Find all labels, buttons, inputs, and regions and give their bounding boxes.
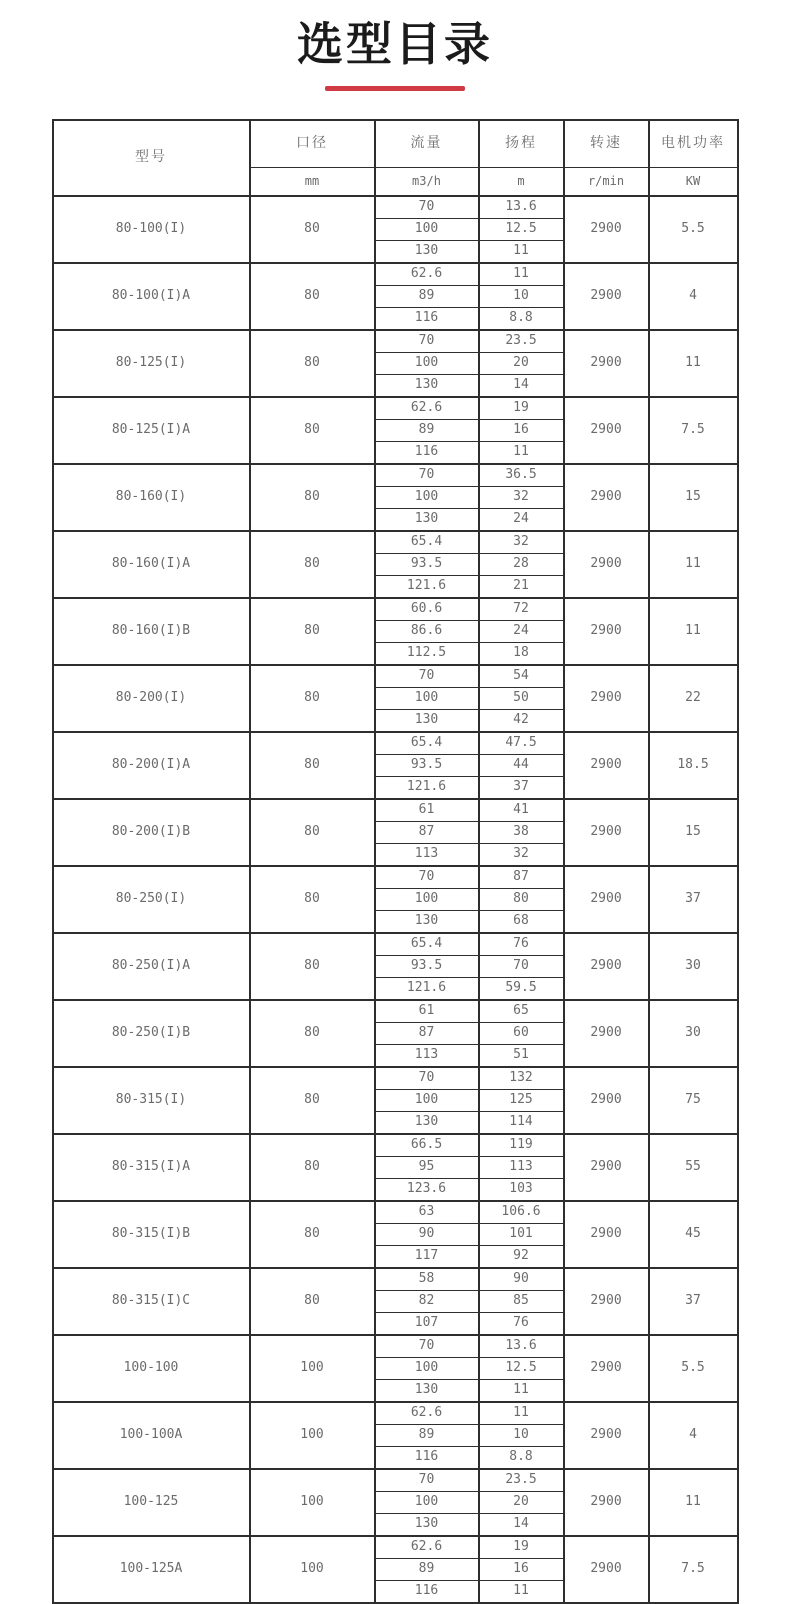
model-block-row xyxy=(53,531,738,554)
head-cell: 92 xyxy=(479,1245,564,1268)
flow-cell: 87 xyxy=(375,1022,479,1044)
head-cell: 10 xyxy=(479,285,564,307)
diameter-cell: 80 xyxy=(250,531,375,598)
diameter-cell: 100 xyxy=(250,1469,375,1536)
model-cell: 100-100 xyxy=(53,1335,250,1402)
diameter-cell: 80 xyxy=(250,397,375,464)
head-cell: 65 xyxy=(479,1000,564,1023)
flow-cell: 116 xyxy=(375,1580,479,1603)
flow-cell: 130 xyxy=(375,910,479,933)
head-cell: 16 xyxy=(479,419,564,441)
power-cell: 11 xyxy=(649,1469,738,1536)
model-block-row xyxy=(53,1536,738,1559)
model-block-row xyxy=(53,1469,738,1492)
model-block-row xyxy=(53,866,738,889)
model-block-row xyxy=(53,1268,738,1291)
power-cell: 37 xyxy=(649,1268,738,1335)
head-cell: 11 xyxy=(479,1379,564,1402)
flow-cell: 93.5 xyxy=(375,955,479,977)
head-cell: 12.5 xyxy=(479,218,564,240)
flow-cell: 116 xyxy=(375,1446,479,1469)
power-cell: 45 xyxy=(649,1201,738,1268)
flow-cell: 113 xyxy=(375,843,479,866)
diameter-cell: 80 xyxy=(250,1067,375,1134)
head-cell: 60 xyxy=(479,1022,564,1044)
model-block-row xyxy=(53,1134,738,1157)
model-cell: 80-250(I)B xyxy=(53,1000,250,1067)
flow-cell: 112.5 xyxy=(375,642,479,665)
model-block-row xyxy=(53,1335,738,1358)
flow-cell: 130 xyxy=(375,240,479,263)
head-cell: 20 xyxy=(479,1491,564,1513)
page-header xyxy=(0,0,790,91)
model-block-row xyxy=(53,397,738,420)
head-cell: 106.6 xyxy=(479,1201,564,1224)
flow-cell: 61 xyxy=(375,1000,479,1023)
flow-cell: 100 xyxy=(375,352,479,374)
head-cell: 87 xyxy=(479,866,564,889)
head-cell: 23.5 xyxy=(479,1469,564,1492)
flow-cell: 95 xyxy=(375,1156,479,1178)
speed-cell: 2900 xyxy=(564,732,649,799)
head-cell: 85 xyxy=(479,1290,564,1312)
flow-cell: 130 xyxy=(375,1111,479,1134)
model-cell: 80-160(I) xyxy=(53,464,250,531)
flow-cell: 116 xyxy=(375,441,479,464)
head-cell: 11 xyxy=(479,1580,564,1603)
header-head: 扬程 xyxy=(479,120,564,168)
model-cell: 80-100(I) xyxy=(53,196,250,263)
model-cell: 80-250(I) xyxy=(53,866,250,933)
power-cell: 55 xyxy=(649,1134,738,1201)
head-cell: 44 xyxy=(479,754,564,776)
power-cell: 30 xyxy=(649,1000,738,1067)
power-cell: 7.5 xyxy=(649,397,738,464)
flow-cell: 100 xyxy=(375,1491,479,1513)
flow-cell: 121.6 xyxy=(375,575,479,598)
speed-cell: 2900 xyxy=(564,330,649,397)
catalog-table-header xyxy=(53,120,738,196)
model-block-row xyxy=(53,196,738,219)
head-cell: 42 xyxy=(479,709,564,732)
header-diameter: 口径 xyxy=(250,120,375,168)
head-cell: 50 xyxy=(479,687,564,709)
head-cell: 47.5 xyxy=(479,732,564,755)
head-cell: 18 xyxy=(479,642,564,665)
header-model: 型号 xyxy=(53,120,250,196)
model-block-row xyxy=(53,1402,738,1425)
model-cell: 100-125 xyxy=(53,1469,250,1536)
flow-cell: 66.5 xyxy=(375,1134,479,1157)
head-cell: 14 xyxy=(479,1513,564,1536)
head-cell: 19 xyxy=(479,1536,564,1559)
head-cell: 125 xyxy=(479,1089,564,1111)
diameter-cell: 100 xyxy=(250,1335,375,1402)
head-cell: 11 xyxy=(479,240,564,263)
head-cell: 72 xyxy=(479,598,564,621)
model-block-row xyxy=(53,933,738,956)
power-cell: 5.5 xyxy=(649,1335,738,1402)
flow-cell: 82 xyxy=(375,1290,479,1312)
flow-cell: 70 xyxy=(375,665,479,688)
head-cell: 16 xyxy=(479,1558,564,1580)
speed-cell: 2900 xyxy=(564,1536,649,1603)
model-block-row xyxy=(53,665,738,688)
head-cell: 8.8 xyxy=(479,1446,564,1469)
flow-cell: 87 xyxy=(375,821,479,843)
flow-cell: 130 xyxy=(375,374,479,397)
model-cell: 100-125A xyxy=(53,1536,250,1603)
model-block-row xyxy=(53,1201,738,1224)
head-cell: 14 xyxy=(479,374,564,397)
unit-flow: m3/h xyxy=(375,167,479,196)
diameter-cell: 100 xyxy=(250,1402,375,1469)
model-cell: 80-315(I)B xyxy=(53,1201,250,1268)
diameter-cell: 80 xyxy=(250,1268,375,1335)
flow-cell: 130 xyxy=(375,709,479,732)
model-block-row xyxy=(53,799,738,822)
flow-cell: 58 xyxy=(375,1268,479,1291)
flow-cell: 123.6 xyxy=(375,1178,479,1201)
speed-cell: 2900 xyxy=(564,531,649,598)
head-cell: 8.8 xyxy=(479,307,564,330)
speed-cell: 2900 xyxy=(564,464,649,531)
head-cell: 24 xyxy=(479,508,564,531)
model-cell: 80-315(I)C xyxy=(53,1268,250,1335)
flow-cell: 90 xyxy=(375,1223,479,1245)
model-cell: 80-160(I)B xyxy=(53,598,250,665)
head-cell: 11 xyxy=(479,1402,564,1425)
flow-cell: 93.5 xyxy=(375,553,479,575)
head-cell: 90 xyxy=(479,1268,564,1291)
head-cell: 11 xyxy=(479,441,564,464)
head-cell: 32 xyxy=(479,486,564,508)
flow-cell: 89 xyxy=(375,1558,479,1580)
head-cell: 38 xyxy=(479,821,564,843)
diameter-cell: 80 xyxy=(250,330,375,397)
diameter-cell: 80 xyxy=(250,1000,375,1067)
flow-cell: 62.6 xyxy=(375,397,479,420)
model-cell: 80-200(I)A xyxy=(53,732,250,799)
head-cell: 113 xyxy=(479,1156,564,1178)
head-cell: 101 xyxy=(479,1223,564,1245)
model-block-row xyxy=(53,1000,738,1023)
flow-cell: 89 xyxy=(375,285,479,307)
head-cell: 41 xyxy=(479,799,564,822)
flow-cell: 113 xyxy=(375,1044,479,1067)
header-name-row xyxy=(53,120,738,168)
model-cell: 80-200(I)B xyxy=(53,799,250,866)
diameter-cell: 80 xyxy=(250,799,375,866)
speed-cell: 2900 xyxy=(564,933,649,1000)
power-cell: 4 xyxy=(649,1402,738,1469)
head-cell: 19 xyxy=(479,397,564,420)
flow-cell: 93.5 xyxy=(375,754,479,776)
power-cell: 75 xyxy=(649,1067,738,1134)
header-flow: 流量 xyxy=(375,120,479,168)
head-cell: 76 xyxy=(479,933,564,956)
flow-cell: 89 xyxy=(375,1424,479,1446)
flow-cell: 121.6 xyxy=(375,776,479,799)
catalog-table-body xyxy=(53,196,738,1603)
diameter-cell: 80 xyxy=(250,665,375,732)
model-cell: 80-125(I) xyxy=(53,330,250,397)
flow-cell: 70 xyxy=(375,1335,479,1358)
head-cell: 10 xyxy=(479,1424,564,1446)
flow-cell: 117 xyxy=(375,1245,479,1268)
flow-cell: 100 xyxy=(375,1089,479,1111)
power-cell: 15 xyxy=(649,464,738,531)
unit-speed: r/min xyxy=(564,167,649,196)
model-cell: 100-100A xyxy=(53,1402,250,1469)
speed-cell: 2900 xyxy=(564,196,649,263)
speed-cell: 2900 xyxy=(564,665,649,732)
power-cell: 18.5 xyxy=(649,732,738,799)
head-cell: 32 xyxy=(479,531,564,554)
diameter-cell: 80 xyxy=(250,598,375,665)
flow-cell: 70 xyxy=(375,196,479,219)
speed-cell: 2900 xyxy=(564,1335,649,1402)
head-cell: 54 xyxy=(479,665,564,688)
diameter-cell: 100 xyxy=(250,1536,375,1603)
head-cell: 103 xyxy=(479,1178,564,1201)
model-cell: 80-160(I)A xyxy=(53,531,250,598)
diameter-cell: 80 xyxy=(250,263,375,330)
model-block-row xyxy=(53,330,738,353)
speed-cell: 2900 xyxy=(564,799,649,866)
page-title: 选型目录 xyxy=(297,18,493,70)
speed-cell: 2900 xyxy=(564,1469,649,1536)
diameter-cell: 80 xyxy=(250,866,375,933)
flow-cell: 70 xyxy=(375,1469,479,1492)
speed-cell: 2900 xyxy=(564,1201,649,1268)
head-cell: 12.5 xyxy=(479,1357,564,1379)
head-cell: 76 xyxy=(479,1312,564,1335)
head-cell: 59.5 xyxy=(479,977,564,1000)
flow-cell: 130 xyxy=(375,508,479,531)
head-cell: 36.5 xyxy=(479,464,564,487)
flow-cell: 89 xyxy=(375,419,479,441)
unit-power: KW xyxy=(649,167,738,196)
power-cell: 4 xyxy=(649,263,738,330)
model-cell: 80-125(I)A xyxy=(53,397,250,464)
diameter-cell: 80 xyxy=(250,1201,375,1268)
power-cell: 11 xyxy=(649,531,738,598)
unit-diameter: mm xyxy=(250,167,375,196)
flow-cell: 107 xyxy=(375,1312,479,1335)
flow-cell: 61 xyxy=(375,799,479,822)
head-cell: 21 xyxy=(479,575,564,598)
model-block-row xyxy=(53,732,738,755)
head-cell: 132 xyxy=(479,1067,564,1090)
speed-cell: 2900 xyxy=(564,1000,649,1067)
model-cell: 80-250(I)A xyxy=(53,933,250,1000)
flow-cell: 60.6 xyxy=(375,598,479,621)
head-cell: 32 xyxy=(479,843,564,866)
header-speed: 转速 xyxy=(564,120,649,168)
selection-catalog-table xyxy=(52,119,739,1604)
speed-cell: 2900 xyxy=(564,1067,649,1134)
head-cell: 80 xyxy=(479,888,564,910)
speed-cell: 2900 xyxy=(564,598,649,665)
power-cell: 15 xyxy=(649,799,738,866)
head-cell: 28 xyxy=(479,553,564,575)
diameter-cell: 80 xyxy=(250,1134,375,1201)
flow-cell: 100 xyxy=(375,888,479,910)
diameter-cell: 80 xyxy=(250,464,375,531)
flow-cell: 70 xyxy=(375,866,479,889)
flow-cell: 130 xyxy=(375,1513,479,1536)
model-block-row xyxy=(53,263,738,286)
speed-cell: 2900 xyxy=(564,263,649,330)
flow-cell: 70 xyxy=(375,1067,479,1090)
model-block-row xyxy=(53,598,738,621)
power-cell: 11 xyxy=(649,330,738,397)
header-power: 电机功率 xyxy=(649,120,738,168)
power-cell: 22 xyxy=(649,665,738,732)
flow-cell: 121.6 xyxy=(375,977,479,1000)
speed-cell: 2900 xyxy=(564,1268,649,1335)
diameter-cell: 80 xyxy=(250,196,375,263)
unit-head: m xyxy=(479,167,564,196)
model-cell: 80-200(I) xyxy=(53,665,250,732)
head-cell: 114 xyxy=(479,1111,564,1134)
flow-cell: 70 xyxy=(375,464,479,487)
speed-cell: 2900 xyxy=(564,397,649,464)
flow-cell: 65.4 xyxy=(375,732,479,755)
model-cell: 80-315(I)A xyxy=(53,1134,250,1201)
head-cell: 37 xyxy=(479,776,564,799)
flow-cell: 65.4 xyxy=(375,933,479,956)
diameter-cell: 80 xyxy=(250,933,375,1000)
head-cell: 11 xyxy=(479,263,564,286)
model-block-row xyxy=(53,1067,738,1090)
speed-cell: 2900 xyxy=(564,866,649,933)
flow-cell: 65.4 xyxy=(375,531,479,554)
power-cell: 30 xyxy=(649,933,738,1000)
head-cell: 24 xyxy=(479,620,564,642)
flow-cell: 63 xyxy=(375,1201,479,1224)
flow-cell: 100 xyxy=(375,1357,479,1379)
head-cell: 20 xyxy=(479,352,564,374)
flow-cell: 116 xyxy=(375,307,479,330)
title-underline xyxy=(325,86,465,91)
head-cell: 70 xyxy=(479,955,564,977)
model-cell: 80-100(I)A xyxy=(53,263,250,330)
flow-cell: 86.6 xyxy=(375,620,479,642)
flow-cell: 100 xyxy=(375,687,479,709)
flow-cell: 62.6 xyxy=(375,1536,479,1559)
head-cell: 13.6 xyxy=(479,196,564,219)
power-cell: 7.5 xyxy=(649,1536,738,1603)
power-cell: 5.5 xyxy=(649,196,738,263)
speed-cell: 2900 xyxy=(564,1402,649,1469)
model-block-row xyxy=(53,464,738,487)
speed-cell: 2900 xyxy=(564,1134,649,1201)
power-cell: 11 xyxy=(649,598,738,665)
model-cell: 80-315(I) xyxy=(53,1067,250,1134)
flow-cell: 62.6 xyxy=(375,263,479,286)
flow-cell: 100 xyxy=(375,218,479,240)
power-cell: 37 xyxy=(649,866,738,933)
head-cell: 68 xyxy=(479,910,564,933)
head-cell: 51 xyxy=(479,1044,564,1067)
diameter-cell: 80 xyxy=(250,732,375,799)
head-cell: 23.5 xyxy=(479,330,564,353)
flow-cell: 100 xyxy=(375,486,479,508)
flow-cell: 62.6 xyxy=(375,1402,479,1425)
head-cell: 119 xyxy=(479,1134,564,1157)
flow-cell: 130 xyxy=(375,1379,479,1402)
head-cell: 13.6 xyxy=(479,1335,564,1358)
flow-cell: 70 xyxy=(375,330,479,353)
